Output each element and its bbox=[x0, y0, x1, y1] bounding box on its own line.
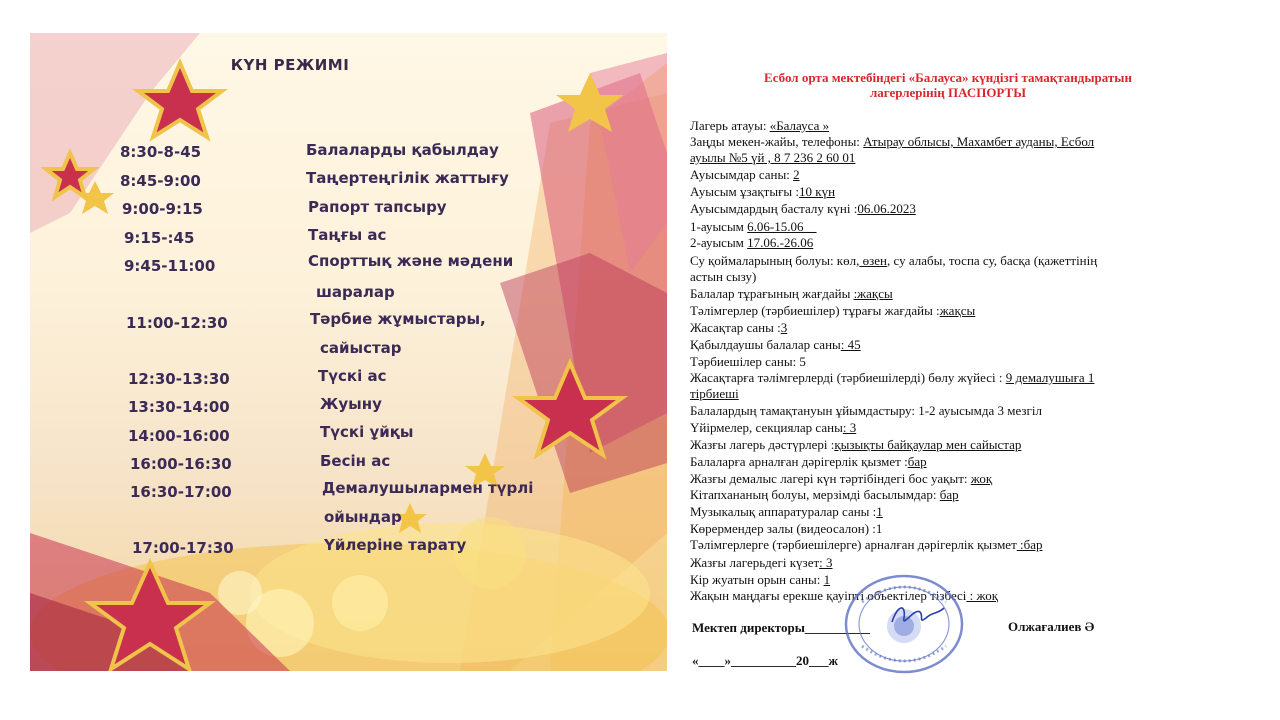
schedule-time: 9:45-11:00 bbox=[124, 257, 216, 275]
schedule-activity: Жуыну bbox=[320, 395, 382, 413]
date-line: «____»__________20___ж bbox=[692, 653, 838, 668]
address-label: Заңды мекен-жайы, телефоны: bbox=[690, 134, 864, 149]
accepted-value: : 45 bbox=[840, 337, 861, 352]
camp-name bbox=[690, 118, 829, 134]
schedule-time: 13:30-14:00 bbox=[128, 398, 230, 416]
shift-1 bbox=[690, 219, 817, 235]
schedule-poster bbox=[30, 33, 667, 671]
schedule-activity-cont: шаралар bbox=[316, 283, 395, 301]
schedule-time: 12:30-13:30 bbox=[128, 370, 230, 388]
distribution bbox=[690, 370, 1094, 386]
schedule-time: 16:30-17:00 bbox=[130, 483, 232, 501]
schedule-activity: Таңғы ас bbox=[308, 226, 387, 244]
water-label: Су қоймаларының болуы: көл, bbox=[690, 253, 860, 268]
music-equipment bbox=[690, 504, 883, 520]
shifts-label: Ауысымдар саны: bbox=[690, 167, 794, 182]
clubs-label: Үйірмелер, секциялар саны bbox=[690, 420, 843, 435]
water-bodies bbox=[690, 253, 1097, 269]
schedule-time: 17:00-17:30 bbox=[132, 539, 234, 557]
schedule-activity: Тәрбие жұмыстары, bbox=[310, 310, 486, 328]
mentor-condition bbox=[690, 303, 975, 319]
schedule-time: 16:00-16:30 bbox=[130, 455, 232, 473]
kids-cond-label: Балалар тұрағының жағдайы bbox=[690, 286, 854, 301]
library-value: бар bbox=[939, 487, 959, 502]
start-value: 06.06.2023 bbox=[857, 201, 916, 216]
address-cont bbox=[690, 150, 855, 166]
passport-title-line2: лагерлерінің ПАСПОРТЫ bbox=[870, 85, 1026, 100]
address-value: Атырау облысы, Махамбет ауданы, Есбол bbox=[863, 134, 1095, 149]
library-label: Кітапхананың болуы, мерзімді басылымдар: bbox=[690, 487, 940, 502]
schedule-title: КҮН РЕЖИМІ bbox=[230, 56, 350, 74]
dangerous-label: Жақын маңдағы ерекше қауіпті объектілер тізбесі bbox=[690, 588, 967, 603]
clubs-count bbox=[690, 420, 856, 436]
shift2-label: 2-ауысым bbox=[690, 235, 748, 250]
passport-title bbox=[688, 70, 1208, 100]
schedule-time: 9:15-:45 bbox=[124, 229, 195, 247]
shifts-count bbox=[690, 167, 800, 183]
schedule-activity: Таңертеңгілік жаттығу bbox=[306, 169, 509, 187]
schedule-activity: Балаларды қабылдау bbox=[306, 141, 499, 159]
schedule-time: 8:45-9:00 bbox=[120, 172, 201, 190]
medical-label: Балаларға арналған дәрігерлік қызмет : bbox=[690, 454, 908, 469]
schedule-activity: Рапорт тапсыру bbox=[308, 198, 447, 216]
schedule-time: 11:00-12:30 bbox=[126, 314, 228, 332]
accepted-count bbox=[690, 337, 861, 353]
water-selected: өзен bbox=[859, 253, 887, 268]
schedule-time: 14:00-16:00 bbox=[128, 427, 230, 445]
free-time-value: жоқ bbox=[970, 471, 993, 486]
duration-value: 10 күн bbox=[799, 184, 836, 199]
traditions-label: Жазғы лагерь дәстүрлері : bbox=[690, 437, 835, 452]
distribution-value: 9 демалушыға 1 bbox=[1005, 370, 1095, 385]
music-label: Музыкалық аппаратуралар саны : bbox=[690, 504, 877, 519]
educators-count: Тәрбиешілер саны: 5 bbox=[690, 354, 806, 369]
squads-value: 3 bbox=[780, 320, 788, 335]
address bbox=[690, 134, 1094, 150]
water-rest: , су алабы, тоспа су, басқа (қажеттінің bbox=[887, 253, 1098, 268]
schedule-time: 9:00-9:15 bbox=[122, 200, 203, 218]
distribution-cont bbox=[690, 386, 739, 402]
traditions-value: қызықты байқаулар мен сайыстар bbox=[834, 437, 1022, 452]
laundry bbox=[690, 572, 830, 588]
mentor-cond-label: Тәлімгерлер (тәрбиешілер) тұрағы жағдайы : bbox=[690, 303, 940, 318]
camp-name-label: Лагерь атауы: bbox=[690, 118, 770, 133]
schedule-activity: Демалушылармен түрлі bbox=[322, 479, 534, 497]
traditions bbox=[690, 437, 1021, 453]
schedule-activity: Спорттық және мәдени bbox=[308, 252, 514, 270]
mentor-medical-label: Тәлімгерлерге (тәрбиешілерге) арналған дәрігерлік қызмет bbox=[690, 537, 1017, 552]
kids-condition bbox=[690, 286, 893, 302]
director-name: Олжағалиев Ә bbox=[1008, 619, 1095, 634]
shift-2 bbox=[690, 235, 813, 251]
accepted-label: Қабылдаушы балалар саны bbox=[690, 337, 841, 352]
schedule-activity-cont: ойындар bbox=[324, 508, 402, 526]
schedule-activity: Түскі ұйқы bbox=[320, 423, 414, 441]
distribution-label: Жасақтарға тәлімгерлерді (тәрбиешілерді) бөлу жүйесі : bbox=[690, 370, 1006, 385]
medical-value: бар bbox=[907, 454, 927, 469]
shift1-value: 6.06-15.06__ bbox=[747, 219, 817, 234]
camp-name-value: «Балауса » bbox=[769, 118, 830, 133]
camp-guard bbox=[690, 555, 833, 571]
shifts-value: 2 bbox=[793, 167, 800, 182]
water-bodies-cont: астын сызу) bbox=[690, 269, 757, 284]
mentor-medical bbox=[690, 537, 1043, 553]
meals: Балалардың тамақтануын ұйымдастыру: 1-2 ауысымда 3 мезгіл bbox=[690, 403, 1042, 418]
schedule-time: 8:30-8-45 bbox=[120, 143, 202, 161]
start-label: Ауысымдардың басталу күні : bbox=[690, 201, 858, 216]
passport-title-line1: Есбол орта мектебіндегі «Балауса» күндізгі тамақтандыратын bbox=[764, 70, 1132, 85]
distribution-value-cont: тірбиеші bbox=[690, 386, 739, 401]
schedule-activity-cont: сайыстар bbox=[320, 339, 402, 357]
duration-label: Ауысым ұзақтығы : bbox=[690, 184, 800, 199]
kids-medical bbox=[690, 454, 927, 470]
music-value: 1 bbox=[876, 504, 883, 519]
free-time-label: Жазғы демалыс лагері күн тәртібіндегі бос уақыт: bbox=[690, 471, 971, 486]
library bbox=[690, 487, 959, 503]
squads-label: Жасақтар саны : bbox=[690, 320, 781, 335]
shift-start bbox=[690, 201, 916, 217]
mentor-cond-value: жақсы bbox=[939, 303, 976, 318]
squads-count bbox=[690, 320, 787, 336]
laundry-value: 1 bbox=[823, 572, 831, 587]
director-line: Мектеп директоры__________ bbox=[692, 620, 870, 635]
dangerous-value: : жоқ bbox=[966, 588, 999, 603]
shift-duration bbox=[690, 184, 835, 200]
schedule-activity: Түскі ас bbox=[318, 367, 387, 385]
clubs-value: : 3 bbox=[842, 420, 857, 435]
viewing-hall: Көрермендер залы (видеосалон) :1 bbox=[690, 521, 883, 536]
director-signature bbox=[888, 600, 948, 630]
free-time bbox=[690, 471, 992, 487]
schedule-activity: Үйлеріне тарату bbox=[324, 536, 467, 554]
guard-label: Жазғы лагерьдегі күзет bbox=[690, 555, 820, 570]
schedule-activity: Бесін ас bbox=[320, 452, 391, 470]
kids-cond-value: :жақсы bbox=[853, 286, 893, 301]
guard-value: : 3 bbox=[819, 555, 833, 570]
shift2-value: 17.06.-26.06 bbox=[747, 235, 814, 250]
mentor-medical-value: :бар bbox=[1016, 537, 1043, 552]
address-value-cont: ауылы №5 үй , 8 7 236 2 60 01 bbox=[690, 150, 856, 165]
shift1-label: 1-ауысым bbox=[690, 219, 748, 234]
laundry-label: Кір жуатын орын саны: bbox=[690, 572, 824, 587]
